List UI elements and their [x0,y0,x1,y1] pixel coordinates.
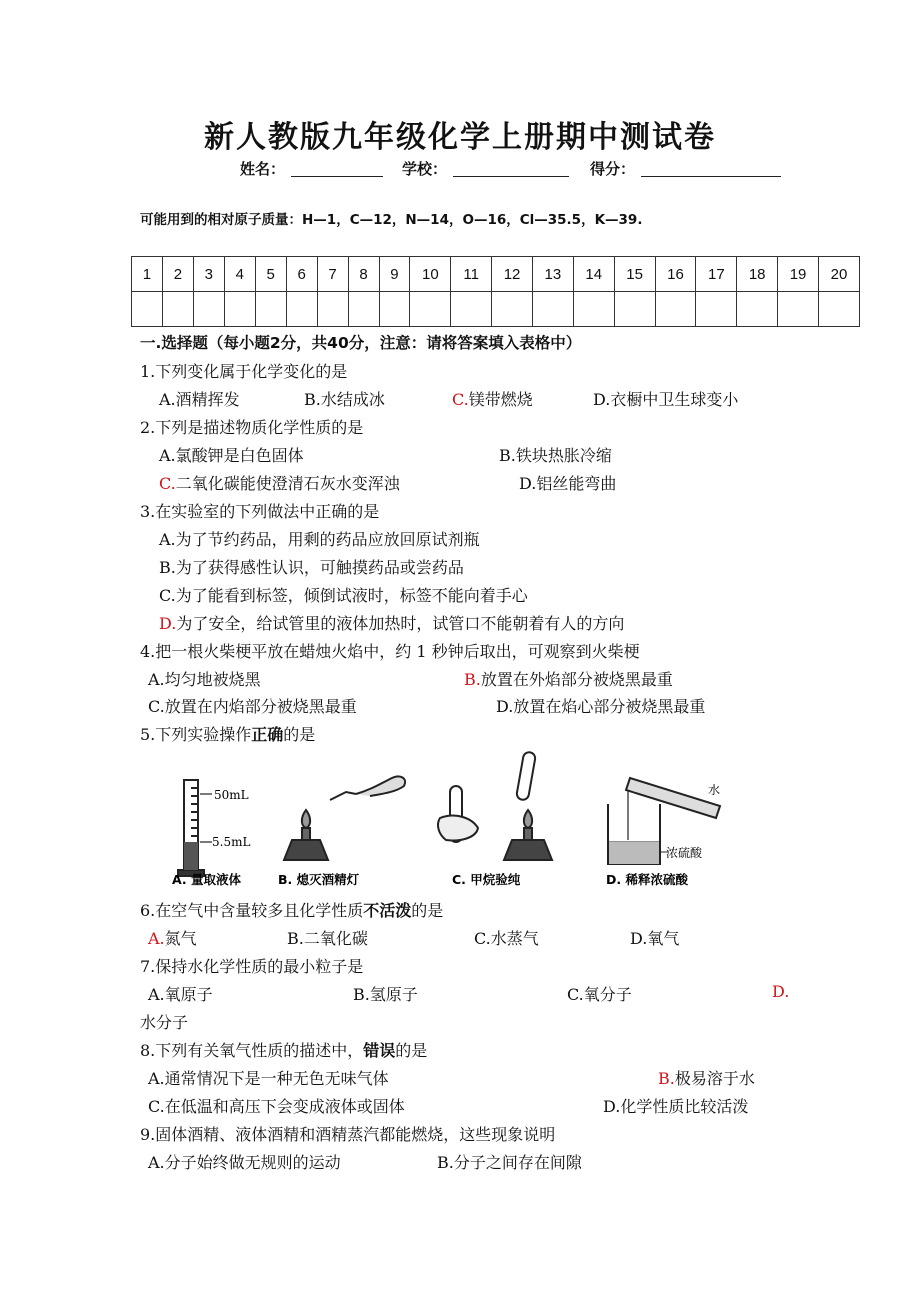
q8-option-b [658,1066,755,1089]
beaker-pouring-icon [608,778,720,864]
q5-stem-emphasis: 正确 [251,725,284,744]
answer-cell[interactable] [286,292,317,327]
q9-option-b: B.分子之间存在间隙 [437,1153,582,1172]
q4-answer-letter: B. [464,670,481,689]
q3-answer-letter: D. [159,614,177,633]
figure-caption-b: B. 熄灭酒精灯 [278,872,360,887]
answer-cell[interactable] [162,292,193,327]
answer-cell[interactable] [532,292,573,327]
q6-answer-letter: A. [148,929,165,948]
q7-option-c: C.氧分子 [567,985,632,1004]
answer-cell[interactable] [410,292,451,327]
question-4-stem: 4.把一根火柴梗平放在蜡烛火焰中，约 1 秒钟后取出，可观察到火柴梗 [140,642,640,661]
q8-stem-text: 8.下列有关氧气性质的描述中， [140,1041,364,1060]
answer-cell[interactable] [492,292,533,327]
q3-option-c: C.为了能看到标签，倾倒试液时，标签不能向着手心 [159,586,528,605]
question-9-stem: 9.固体酒精、液体酒精和酒精蒸汽都能燃烧，这些现象说明 [140,1125,556,1144]
q8-option-a: A.通常情况下是一种无色无味气体 [148,1069,389,1088]
q1-option-c-text: 镁带燃烧 [468,390,533,409]
answer-number: 7 [317,257,348,292]
answer-number: 12 [492,257,533,292]
q8-option-d: D.化学性质比较活泼 [603,1097,749,1116]
q1-option-a: A.酒精挥发 [159,390,240,409]
answer-cell[interactable] [778,292,819,327]
answer-cell[interactable] [737,292,778,327]
school-field[interactable] [402,158,569,179]
q4-option-d: D.放置在焰心部分被烧黑最重 [496,697,706,716]
answer-cell[interactable] [255,292,286,327]
answer-cell[interactable] [224,292,255,327]
question-7-stem: 7.保持水化学性质的最小粒子是 [140,957,364,976]
q7-option-b: B.氢原子 [353,985,418,1004]
answer-entry-row[interactable] [132,292,860,327]
q8-stem-emphasis: 错误 [363,1041,396,1060]
figure-caption-d: D. 稀释浓硫酸 [606,872,688,887]
q2-option-c-text: 二氧化碳能使澄清石灰水变浑浊 [175,474,400,493]
q6-stem-emphasis: 不活泼 [363,901,412,920]
q2-option-d: D.铝丝能弯曲 [519,474,617,493]
answer-number: 11 [451,257,492,292]
cylinder-50ml-label: 50mL [214,788,249,802]
answer-number: 1 [132,257,163,292]
figure-caption-a: A. 量取液体 [172,872,242,887]
q6-option-b: B.二氧化碳 [287,929,368,948]
answer-number: 9 [379,257,410,292]
water-label: 水 [708,783,721,797]
question-2-stem: 2.下列是描述物质化学性质的是 [140,418,364,437]
score-blank[interactable] [641,162,781,177]
q6-option-c: C.水蒸气 [474,929,539,948]
name-label: 姓名： [240,160,286,178]
q8-stem-tail: 的是 [395,1041,428,1060]
answer-number: 4 [224,257,255,292]
q6-option-a-text: 氮气 [164,929,197,948]
graduated-cylinder-icon [178,780,212,876]
answer-cell[interactable] [317,292,348,327]
q6-option-a [148,926,197,949]
answer-number: 14 [573,257,614,292]
score-field[interactable] [590,158,781,179]
figure-caption-c: C. 甲烷验纯 [452,872,521,887]
answer-cell[interactable] [696,292,737,327]
q4-option-b-text: 放置在外焰部分被烧黑最重 [480,670,673,689]
answer-cell[interactable] [614,292,655,327]
q4-option-b [464,667,673,690]
answer-number: 18 [737,257,778,292]
answer-number: 13 [532,257,573,292]
answer-cell[interactable] [348,292,379,327]
alcohol-lamp-icon [284,776,405,860]
answer-number: 8 [348,257,379,292]
school-label: 学校： [402,160,448,178]
answer-number-row [132,257,860,292]
q1-option-b: B.水结成冰 [304,390,385,409]
answer-number: 20 [818,257,859,292]
answer-number: 5 [255,257,286,292]
answer-cell[interactable] [379,292,410,327]
answer-cell[interactable] [132,292,163,327]
answer-number: 19 [778,257,819,292]
answer-number: 10 [410,257,451,292]
answer-number: 3 [193,257,224,292]
question-3-stem: 3.在实验室的下列做法中正确的是 [140,502,380,521]
q3-option-a: A.为了节约药品，用剩的药品应放回原试剂瓶 [159,530,480,549]
answer-table [131,256,860,327]
test-tube-flame-icon [438,751,552,860]
page-title: 新人教版九年级化学上册期中测试卷 [204,120,716,155]
q1-option-d: D.衣橱中卫生球变小 [593,390,739,409]
q2-option-a: A.氯酸钾是白色固体 [159,446,304,465]
name-blank[interactable] [291,162,383,177]
q7-option-d-text: 水分子 [140,1013,189,1032]
q9-option-a: A.分子始终做无规则的运动 [148,1153,341,1172]
conc-acid-label: 浓硫酸 [666,846,703,860]
answer-number: 2 [162,257,193,292]
answer-number: 6 [286,257,317,292]
q2-answer-letter: C. [159,474,176,493]
answer-number: 15 [614,257,655,292]
q7-answer-letter: D. [772,982,790,1001]
answer-cell[interactable] [193,292,224,327]
q3-option-d-text: 为了安全，给试管里的液体加热时，试管口不能朝着有人的方向 [176,614,625,633]
lab-operations-figure [160,748,730,892]
section-heading: 一.选择题（每小题2分，共40分，注意：请将答案填入表格中） [140,334,582,352]
q6-option-d: D.氧气 [630,929,680,948]
q3-option-b: B.为了获得感性认识，可触摸药品或尝药品 [159,558,464,577]
answer-number: 17 [696,257,737,292]
q7-option-a: A.氧原子 [148,985,213,1004]
q5-stem-text: 5.下列实验操作 [140,725,252,744]
q6-stem-tail: 的是 [411,901,444,920]
q5-stem-tail: 的是 [283,725,316,744]
school-blank[interactable] [453,162,569,177]
q1-option-c [452,387,533,410]
atomic-mass-note: 可能用到的相对原子质量：H—1，C—12，N—14，O—16，Cl—35.5，K—39. [140,212,643,228]
question-5-stem [140,722,315,745]
cylinder-5-5ml-label: 5.5mL [212,835,251,849]
q4-option-c: C.放置在内焰部分被烧黑最重 [148,697,357,716]
answer-number: 16 [655,257,696,292]
q2-option-c [159,471,400,494]
q8-answer-letter: B. [658,1069,675,1088]
q2-option-b: B.铁块热胀冷缩 [499,446,612,465]
q3-option-d [159,611,624,634]
answer-cell[interactable] [818,292,859,327]
question-1-stem: 1.下列变化属于化学变化的是 [140,362,348,381]
q8-option-c: C.在低温和高压下会变成液体或固体 [148,1097,405,1116]
question-8-stem [140,1038,427,1061]
q8-option-b-text: 极易溶于水 [674,1069,755,1088]
answer-cell[interactable] [451,292,492,327]
answer-cell[interactable] [655,292,696,327]
score-label: 得分： [590,160,636,178]
name-field[interactable] [240,158,383,179]
q4-option-a: A.均匀地被烧黑 [148,670,261,689]
q6-stem-text: 6.在空气中含量较多且化学性质 [140,901,364,920]
q1-answer-letter: C. [452,390,469,409]
question-6-stem [140,898,443,921]
answer-cell[interactable] [573,292,614,327]
